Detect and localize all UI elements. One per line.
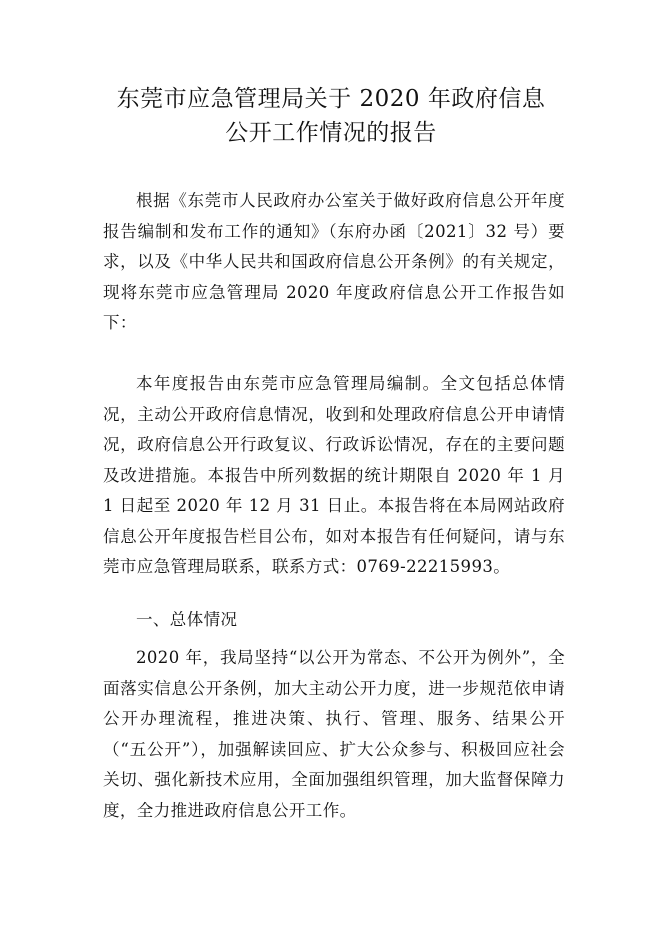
section-heading-overview: 一、总体情况 (136, 610, 238, 629)
overview-paragraph: 2020 年，我局坚持“以公开为常态、不公开为例外”，全面落实信息公开条例，加大主动公开力度，进一步规范依申请公开办理流程，推进决策、执行、管理、服务、结果公开（“五公开”），加强解读回应、扩大公众参与、积极回应社会关切、强化新技术应用，全面加强组织管理，加大监督保障力度，全力推进政府信息公开工作。 (103, 648, 565, 820)
scope-paragraph: 本年度报告由东莞市应急管理局编制。全文包括总体情况，主动公开政府信息情况，收到和处理政府信息公开申请情况，政府信息公开行政复议、行政诉讼情况，存在的主要问题及改进措施。本报告中所列数据的统计期限自 2020 年 1 月 1 日起至 2020 年 12 月 31 日止。本报告将在本局网站政府信息公开年度报告栏目公布，如对本报告有任何疑问，请与东莞市应急管理局联系，联系方式：0769-22215993。 (103, 374, 565, 576)
document-title-line-1: 东莞市应急管理局关于 2020 年政府信息 (116, 86, 546, 112)
document-title-line-2: 公开工作情况的报告 (225, 120, 437, 146)
intro-paragraph: 根据《东莞市人民政府办公室关于做好政府信息公开年度报告编制和发布工作的通知》（东府办函〔2021〕32 号）要求，以及《中华人民共和国政府信息公开条例》的有关规定，现将东莞市应急管理局 2020 年度政府信息公开工作报告如下： (103, 191, 565, 332)
